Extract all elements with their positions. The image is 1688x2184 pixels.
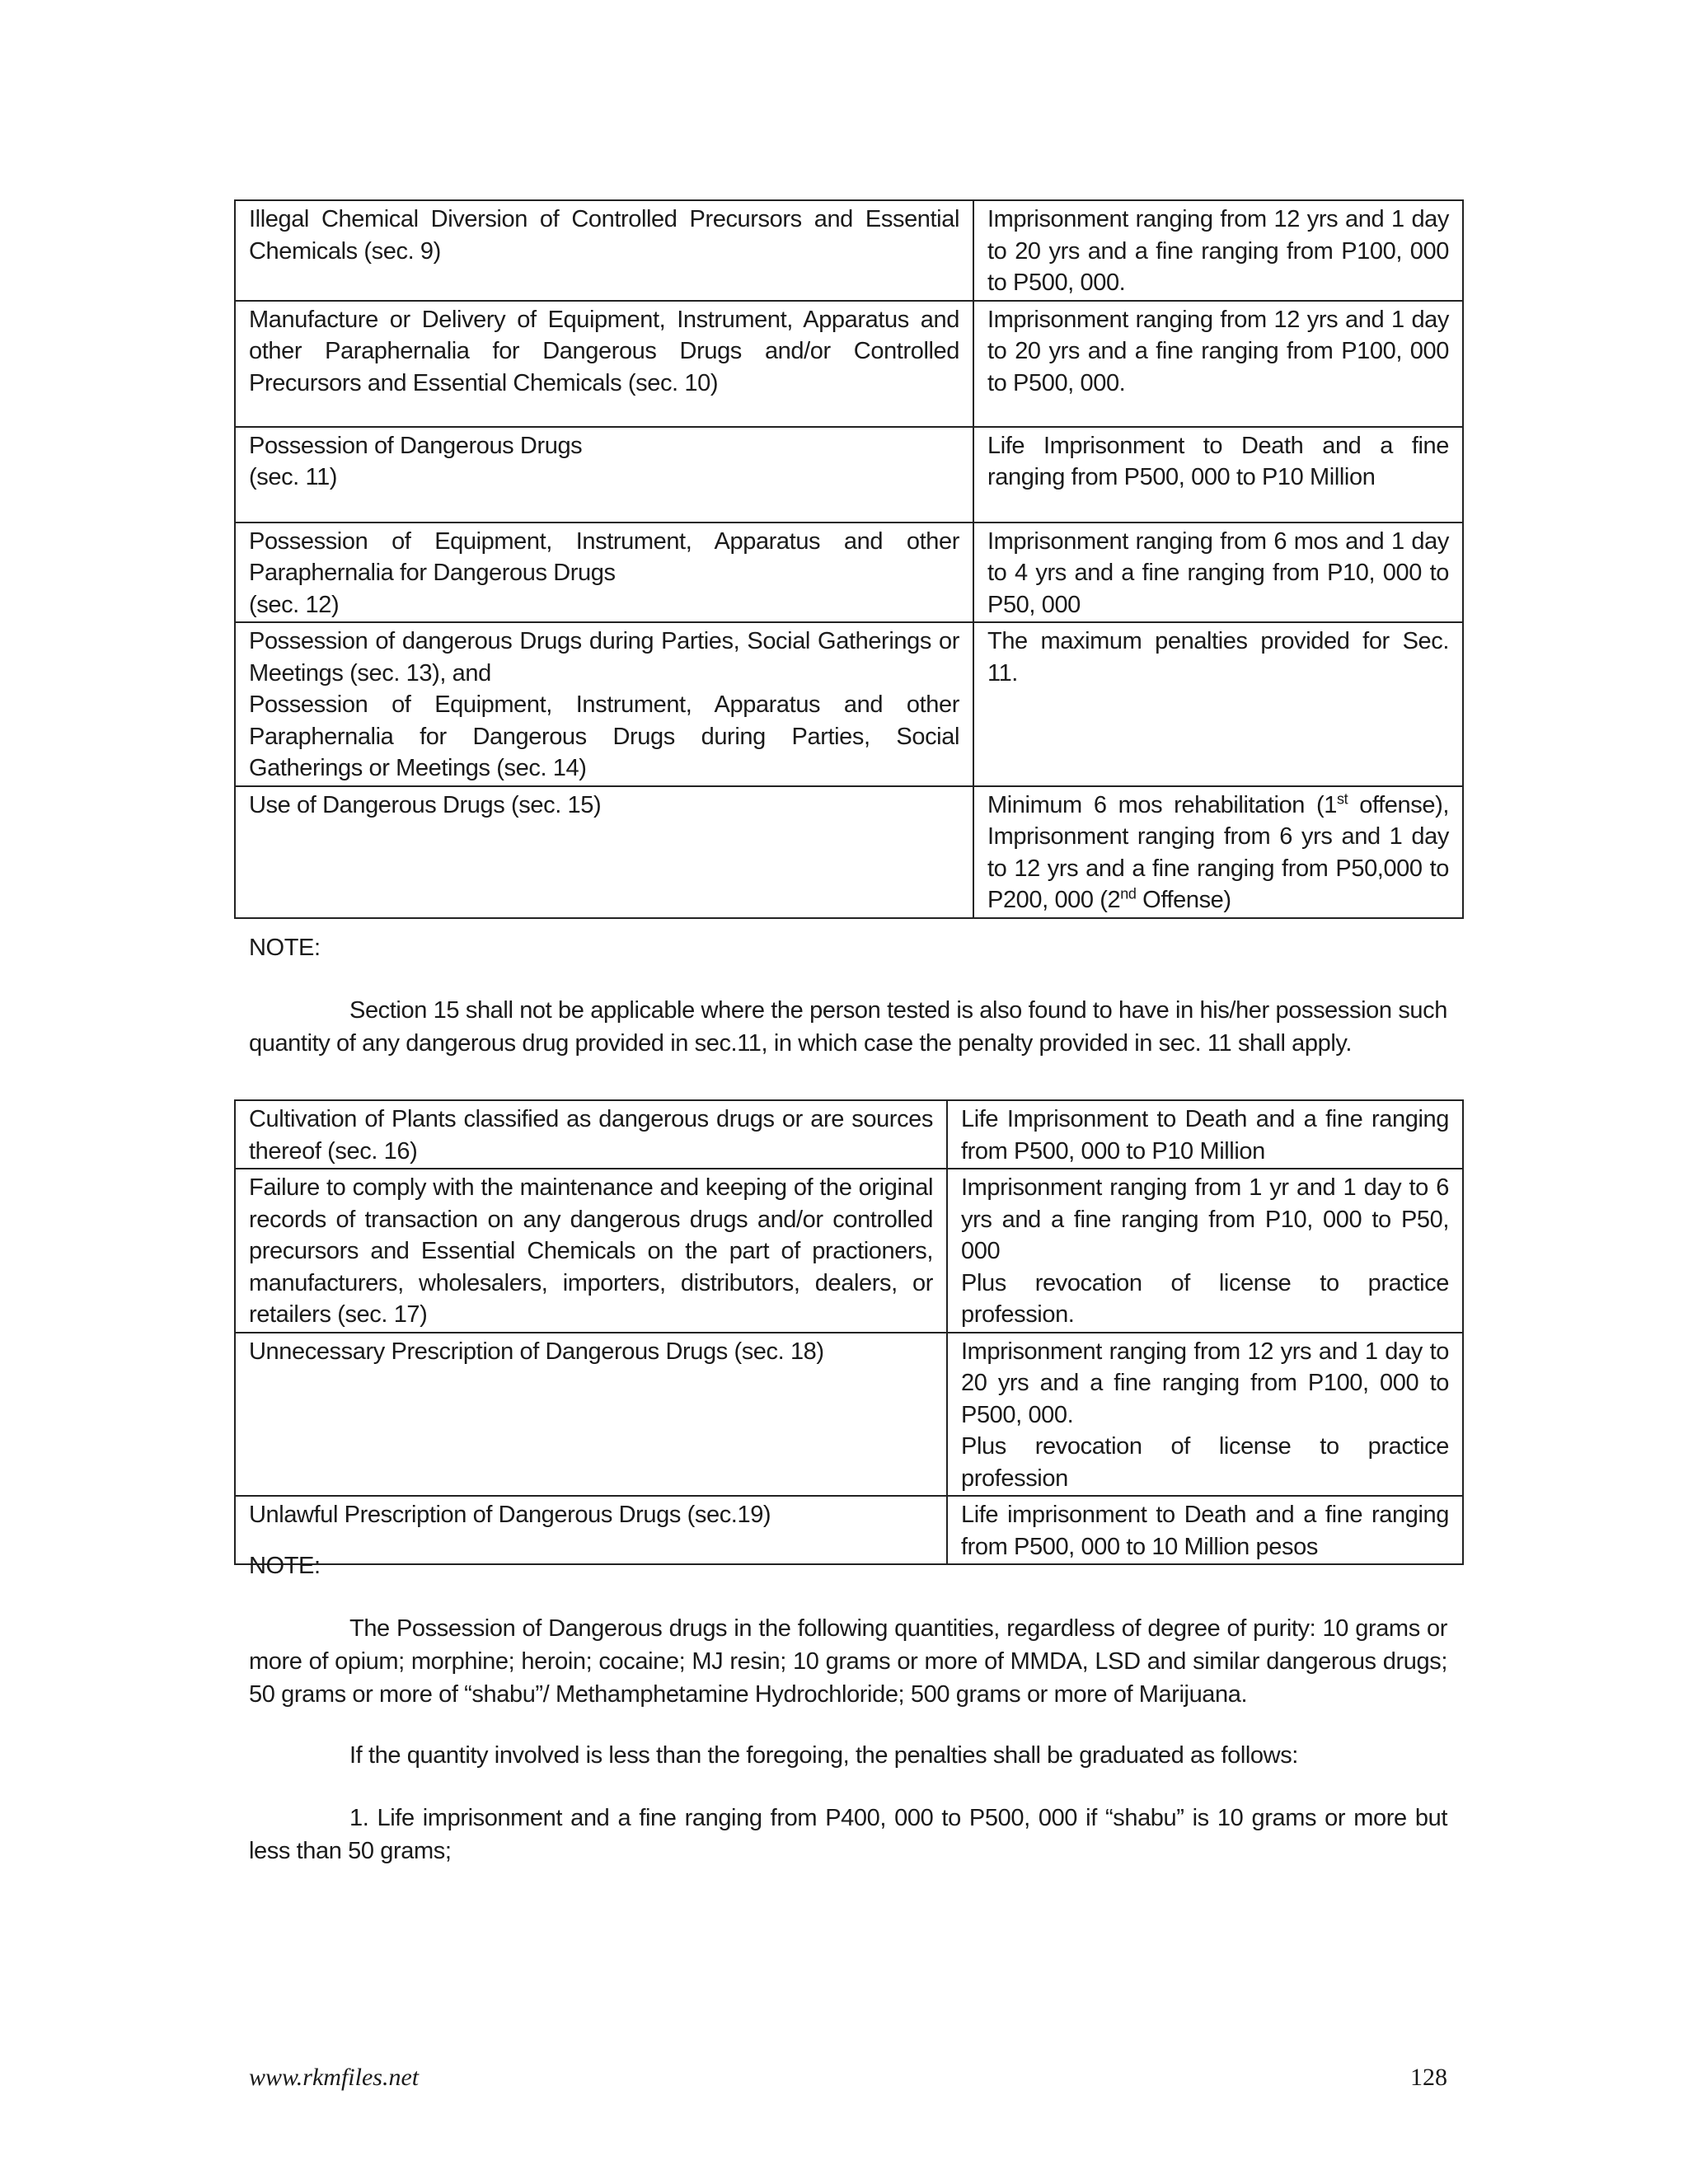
penalty-text: Imprisonment ranging from 12 yrs and 1 day to 20 yrs and a fine ranging from P100, 000 to P500, 000.	[987, 306, 1449, 396]
table-row	[235, 523, 1463, 623]
penalty-text: The maximum penalties provided for Sec. 11.	[987, 628, 1449, 687]
table-row	[235, 200, 1463, 301]
offense-cell	[235, 622, 973, 786]
penalty-text-part: Minimum 6 mos rehabilitation (1	[987, 791, 1338, 818]
page-number: 128	[1410, 2064, 1447, 2091]
table-row	[235, 1169, 1463, 1333]
ordinal-suffix: nd	[1120, 885, 1137, 902]
table-row	[235, 301, 1463, 427]
penalty-cell	[973, 427, 1463, 523]
penalty-table-2	[234, 1099, 1464, 1565]
offense-text: Possession of Equipment, Instrument, Apparatus and other Paraphernalia for Dangerous Drugs	[249, 527, 959, 586]
penalty-text: Imprisonment ranging from 12 yrs and 1 day to 20 yrs and a fine ranging from P100, 000 to P500, 000.	[987, 206, 1449, 296]
offense-section: (sec. 12)	[249, 591, 340, 618]
note-label: NOTE:	[249, 935, 321, 961]
offense-text: Possession of dangerous Drugs during Parties, Social Gatherings or Meetings (sec. 13), and	[249, 628, 959, 687]
table-row	[235, 1100, 1463, 1169]
offense-text: Illegal Chemical Diversion of Controlled Precursors and Essential Chemicals (sec. 9)	[249, 206, 959, 265]
penalty-cell	[973, 200, 1463, 301]
offense-cell	[235, 427, 973, 523]
note-paragraph: If the quantity involved is less than the foregoing, the penalties shall be graduated as follows:	[349, 1742, 1298, 1769]
table-row	[235, 786, 1463, 918]
penalty-addendum: Plus revocation of license to practice profession	[961, 1433, 1449, 1492]
penalty-cell	[973, 622, 1463, 786]
footer-url: www.rkmfiles.net	[249, 2064, 420, 2091]
offense-cell	[235, 786, 973, 918]
offense-text: Possession of Equipment, Instrument, Apparatus and other Paraphernalia for Dangerous Drugs during Parties, Social Gatherings or Meetings (sec. 14)	[249, 691, 959, 781]
penalty-cell	[947, 1169, 1463, 1333]
ordinal-suffix: st	[1337, 790, 1348, 807]
offense-text: Possession of Dangerous Drugs	[249, 432, 583, 459]
offense-section: (sec. 11)	[249, 464, 338, 490]
note-paragraph: Section 15 shall not be applicable where the person tested is also found to have in his/her possession such quantity of any dangerous drug provided in sec.11, in which case the penalty provided in sec. 11 shall apply.	[249, 997, 1447, 1057]
offense-cell	[235, 1333, 947, 1497]
penalty-addendum: Plus revocation of license to practice profession.	[961, 1269, 1449, 1328]
offense-text: Use of Dangerous Drugs (sec. 15)	[249, 791, 602, 818]
penalty-text-part: offense), Imprisonment ranging from 6 yrs and 1 day to 12 yrs and a fine ranging from P50,000 to P200, 000 (2	[987, 791, 1449, 913]
offense-cell	[235, 1169, 947, 1333]
penalty-text: Life Imprisonment to Death and a fine ranging from P500, 000 to P10 Million	[987, 432, 1449, 490]
penalty-text: Life imprisonment to Death and a fine ranging from P500, 000 to 10 Million pesos	[961, 1502, 1449, 1560]
offense-text: Unnecessary Prescription of Dangerous Drugs (sec. 18)	[249, 1338, 824, 1365]
penalty-cell	[947, 1100, 1463, 1169]
penalty-cell	[947, 1333, 1463, 1497]
offense-text: Unlawful Prescription of Dangerous Drugs (sec.19)	[249, 1502, 771, 1528]
penalty-table-1	[234, 199, 1464, 919]
penalty-cell	[973, 301, 1463, 427]
penalty-text: Life Imprisonment to Death and a fine ranging from P500, 000 to P10 Million	[961, 1106, 1449, 1165]
note-paragraph: The Possession of Dangerous drugs in the following quantities, regardless of degree of purity: 10 grams or more of opium; morphine; heroin; cocaine; MJ resin; 10 grams or more of MMDA, LSD and similar dangerous drugs; 50 grams or more of “shabu”/ Methamphetamine Hydrochloride; 500 grams or more of Marijuana.	[249, 1615, 1447, 1708]
offense-cell	[235, 200, 973, 301]
offense-text: Cultivation of Plants classified as dangerous drugs or are sources thereof (sec. 16)	[249, 1106, 933, 1165]
penalty-cell	[973, 786, 1463, 918]
table-row	[235, 1333, 1463, 1497]
table-row	[235, 427, 1463, 523]
penalty-text-part: Offense)	[1136, 887, 1231, 913]
offense-cell	[235, 1100, 947, 1169]
penalty-text: Imprisonment ranging from 12 yrs and 1 day to 20 yrs and a fine ranging from P100, 000 to P500, 000.	[961, 1338, 1449, 1428]
note-label: NOTE:	[249, 1553, 321, 1579]
note-paragraph: 1. Life imprisonment and a fine ranging from P400, 000 to P500, 000 if “shabu” is 10 grams or more but less than 50 grams;	[249, 1805, 1447, 1864]
penalty-text: Imprisonment ranging from 6 mos and 1 day to 4 yrs and a fine ranging from P10, 000 to P50, 000	[987, 527, 1449, 618]
penalty-cell	[973, 523, 1463, 623]
offense-cell	[235, 523, 973, 623]
offense-cell	[235, 301, 973, 427]
penalty-text	[987, 790, 1449, 916]
table-row	[235, 622, 1463, 786]
offense-text: Failure to comply with the maintenance and keeping of the original records of transaction on any dangerous drugs and/or controlled precursors and Essential Chemicals on the part of practioners, manufacturers, wholesalers, importers, distributors, dealers, or retailers (sec. 17)	[249, 1174, 933, 1328]
offense-text: Manufacture or Delivery of Equipment, Instrument, Apparatus and other Paraphernalia for Dangerous Drugs and/or Controlled Precursors and Essential Chemicals (sec. 10)	[249, 306, 959, 396]
penalty-text: Imprisonment ranging from 1 yr and 1 day to 6 yrs and a fine ranging from P10, 000 to P50, 000	[961, 1174, 1449, 1264]
